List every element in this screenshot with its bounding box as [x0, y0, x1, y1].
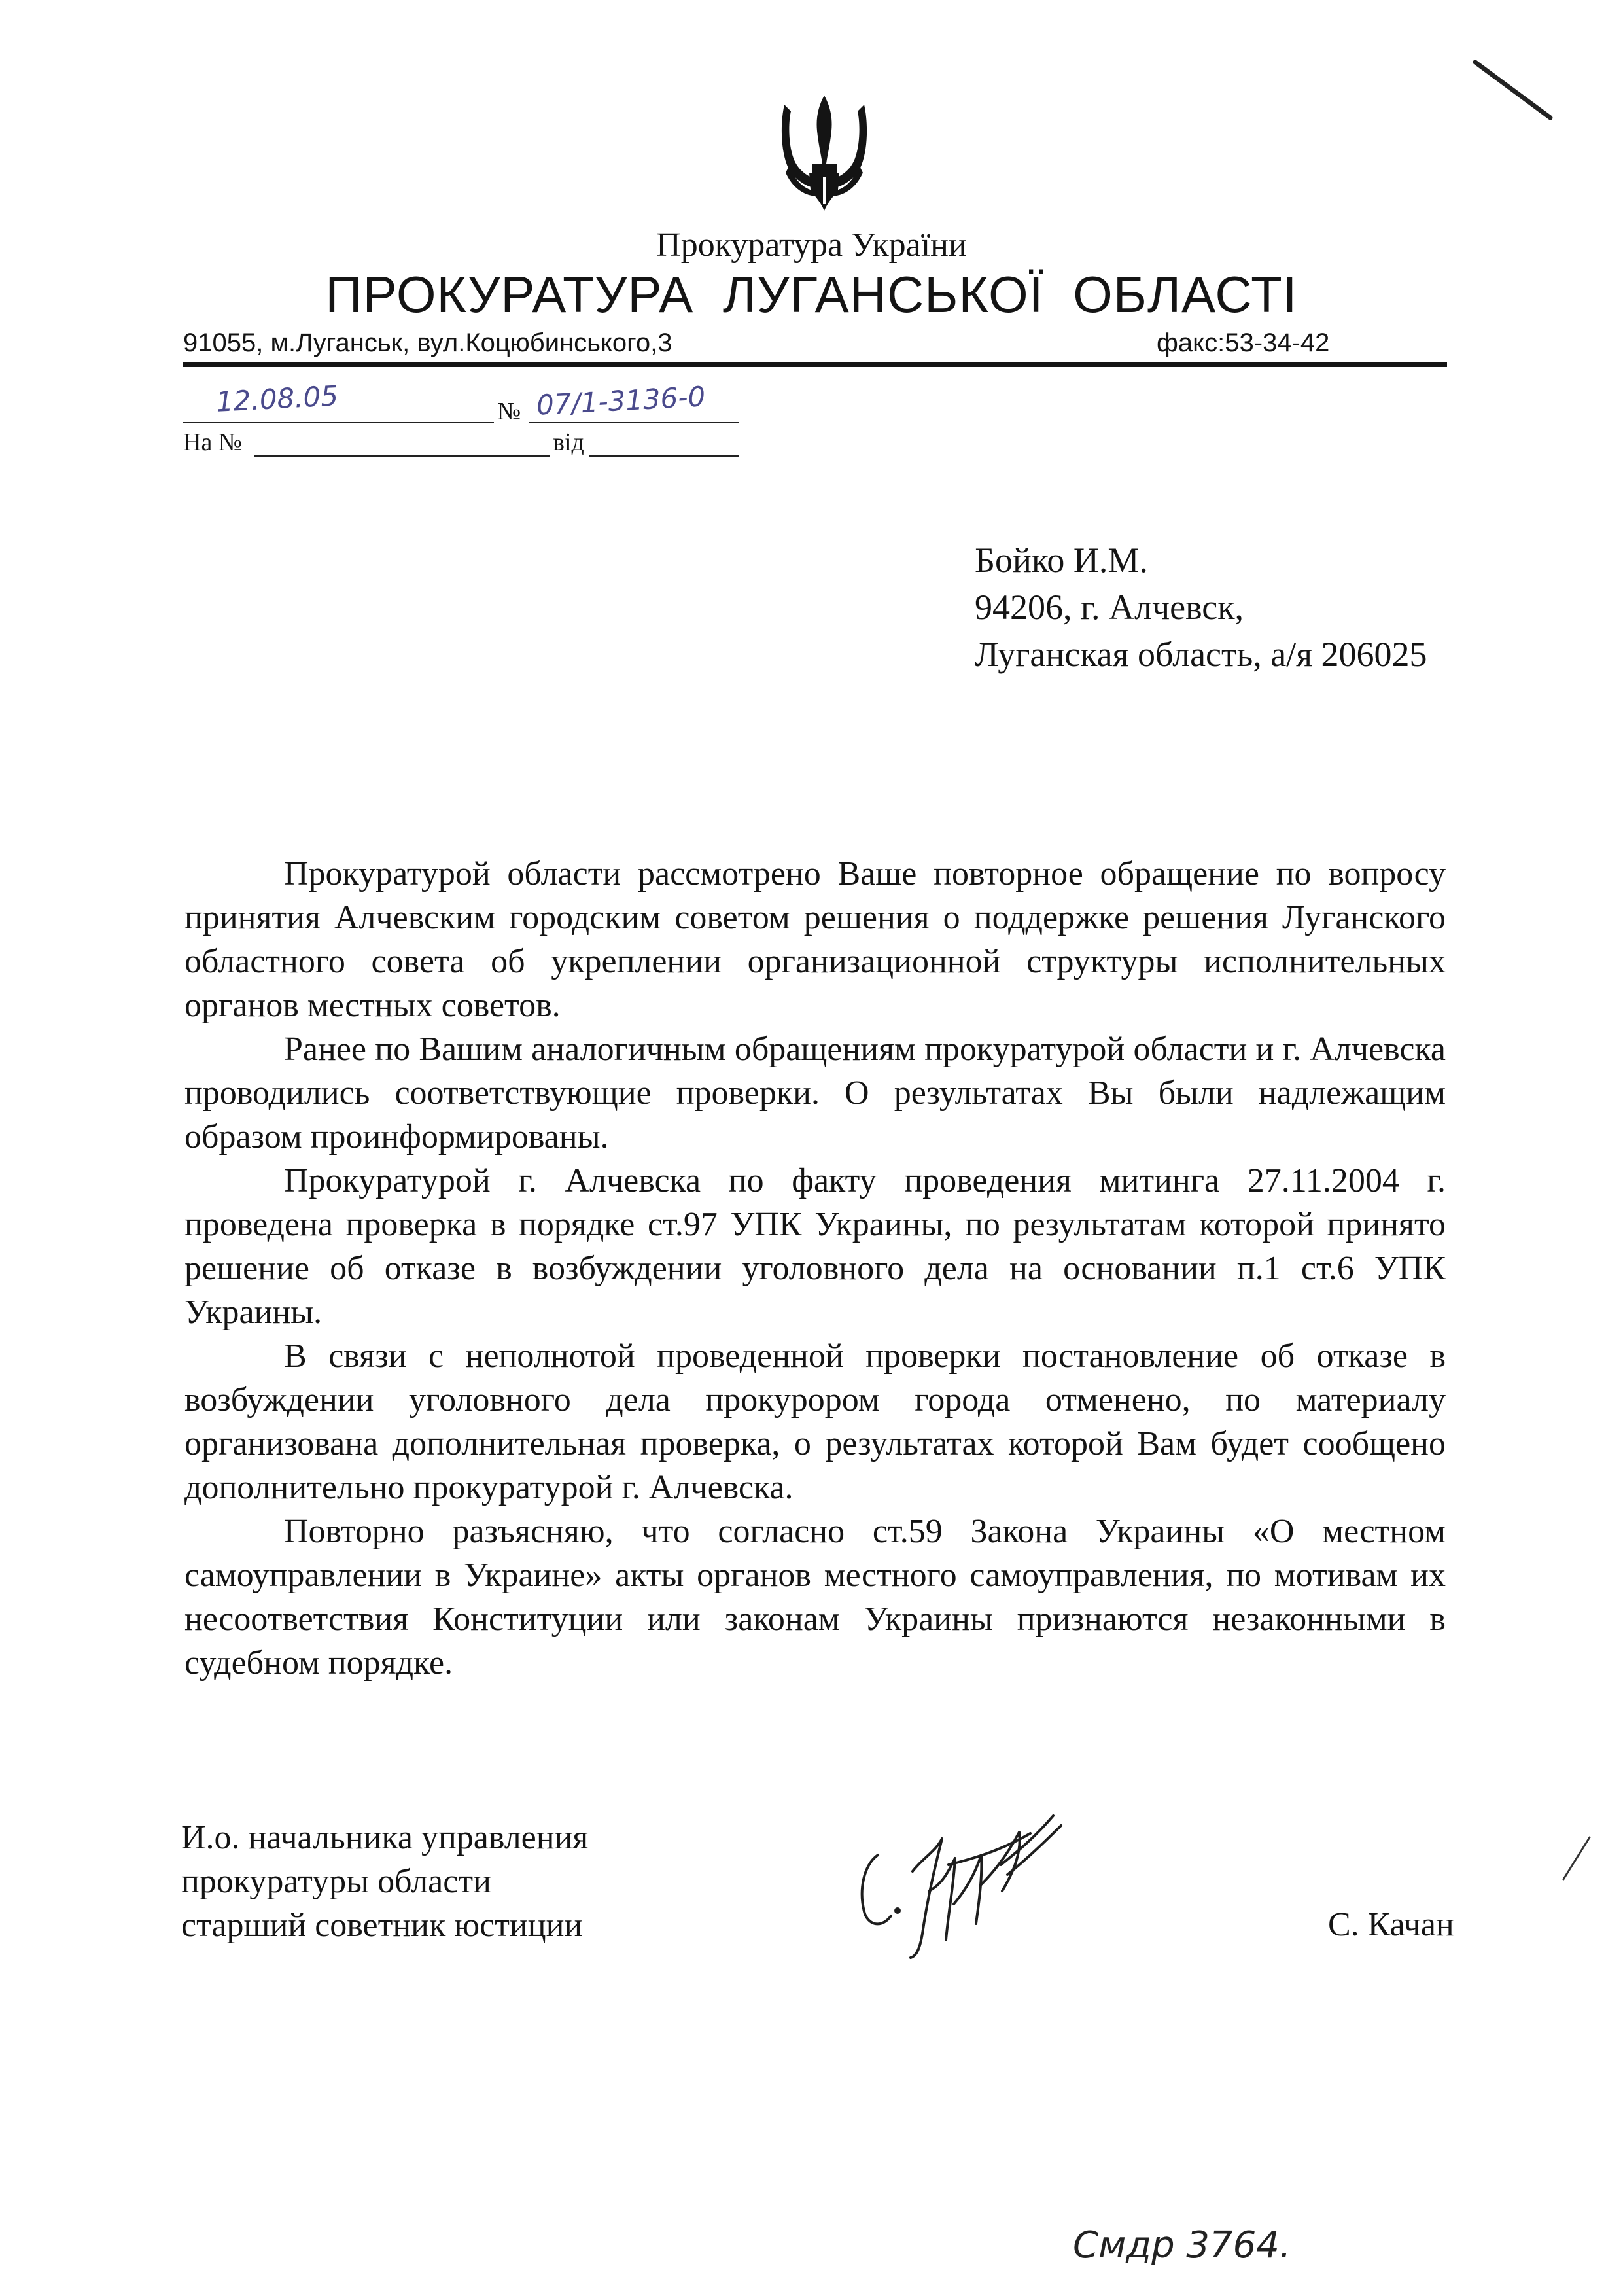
date-underline	[183, 422, 494, 423]
signer-title-line3: старший советник юстиции	[181, 1907, 583, 1944]
sender-address: 91055, м.Луганськ, вул.Коцюбинського,3	[183, 328, 672, 357]
outgoing-date: 12.08.05	[215, 380, 340, 418]
number-symbol: №	[497, 398, 521, 425]
on-number-label: На №	[183, 429, 243, 456]
header-divider	[183, 362, 1447, 367]
handwritten-registration-note: Смдр 3764.	[1073, 2224, 1291, 2267]
handwritten-signature	[850, 1793, 1086, 1963]
organization-title: ПРОКУРАТУРА ЛУГАНСЬКОЇ ОБЛАСТІ	[325, 266, 1298, 323]
paragraph-4: В связи с неполнотой проведенной проверки постановление об отказе в возбуждении уголовного дела прокурором города отменено, по материалу организована дополнительная проверка, о результатах которой Вам будет сообщено дополнительно прокуратурой г. Алчевска.	[184, 1337, 1446, 1506]
pen-stroke-mark	[1472, 56, 1557, 128]
letter-body	[184, 852, 1446, 1685]
signer-title-line2: прокуратуры области	[181, 1863, 491, 1900]
recipient-name: Бойко И.М.	[975, 540, 1148, 580]
paragraph-3: Прокуратурой г. Алчевска по факту проведения митинга 27.11.2004 г. проведена проверка в порядке ст.97 УПК Украины, по результатам которой принято решение об отказе в возбуждении уголовного дела на основании п.1 ст.6 УПК Украины.	[184, 1162, 1446, 1331]
recipient-address-line1: 94206, г. Алчевск,	[975, 588, 1244, 627]
subtitle: Прокуратура України	[656, 226, 967, 264]
from-underline	[589, 455, 739, 457]
recipient-block	[975, 537, 1427, 678]
signer-name: С. Качан	[1328, 1906, 1454, 1943]
fax-number: факс:53-34-42	[1157, 328, 1330, 357]
recipient-address-line2: Луганская область, а/я 206025	[975, 635, 1427, 674]
trident-emblem-icon	[775, 92, 873, 213]
paragraph-5: Повторно разъясняю, что согласно ст.59 Закона Украины «О местном самоуправлении в Украине» акты органов местного самоуправления, по мотивам их несоответствия Конституции или законам Украины признаются незаконными в судебном порядке.	[184, 1513, 1446, 1682]
on-number-underline	[254, 455, 550, 457]
signer-title-line1: И.о. начальника управления	[181, 1819, 589, 1856]
paragraph-2: Ранее по Вашим аналогичным обращениям прокуратурой области и г. Алчевска проводились соответствующие проверки. О результатах Вы были надлежащим образом проинформированы.	[184, 1031, 1446, 1156]
number-underline	[529, 422, 739, 423]
from-label: від	[553, 429, 584, 456]
signer-title	[181, 1816, 588, 1947]
outgoing-number: 07/1-3136-0	[535, 380, 707, 421]
paragraph-1: Прокуратурой области рассмотрено Ваше повторное обращение по вопросу принятия Алчевским городским советом решения о поддержке решения Луганского областного совета об укреплении организационной структуры исполнительных органов местных советов.	[184, 855, 1446, 1024]
margin-pen-mark	[1557, 1832, 1596, 1884]
